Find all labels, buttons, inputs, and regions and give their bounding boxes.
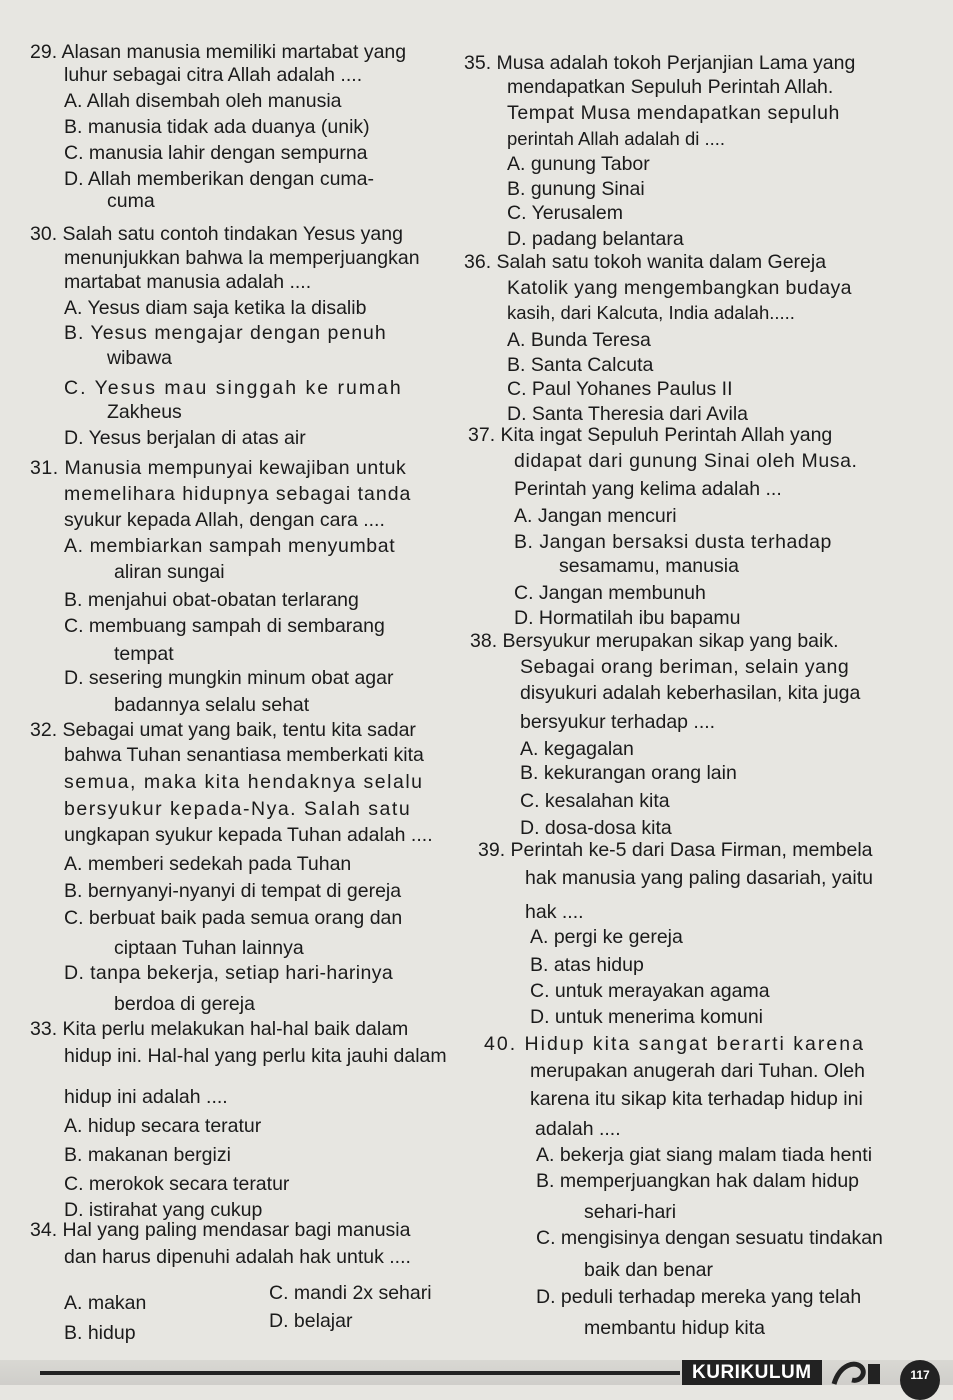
q33-option-b: B. makanan bergizi [64,1144,231,1166]
q33-option-d: D. istirahat yang cukup [64,1199,263,1221]
q35-option-c: C. Yerusalem [507,202,623,224]
q36-stem-line2: Katolik yang mengembangkan budaya [507,277,852,299]
q33-option-a: A. hidup secara teratur [64,1115,262,1137]
q38-stem-line4: bersyukur terhadap .... [520,711,716,733]
q31-option-a: A. membiarkan sampah menyumbat [64,535,396,557]
q40-stem-line3: karena itu sikap kita terhadap hidup ini [530,1088,863,1110]
q32-option-a: A. memberi sedekah pada Tuhan [64,853,352,875]
q31-option-b: B. menjahui obat-obatan terlarang [64,589,359,611]
q31-option-d: D. sesering mungkin minum obat agar [64,667,394,689]
q29-stem-line2: luhur sebagai citra Allah adalah .... [64,64,363,86]
q36-stem-line3: kasih, dari Kalcuta, India adalah..... [507,302,795,323]
q38-option-d: D. dosa-dosa kita [520,817,672,839]
q34-stem-line2: dan harus dipenuhi adalah hak untuk .... [64,1246,411,1268]
q29-option-d-cont: cuma [107,190,155,212]
q39-option-b: B. atas hidup [530,954,644,976]
q39-option-c: C. untuk merayakan agama [530,980,770,1002]
q39-option-a: A. pergi ke gereja [530,926,683,948]
q30-stem-line3: martabat manusia adalah .... [64,271,312,293]
q34-stem-line1: 34. Hal yang paling mendasar bagi manusia [30,1219,411,1241]
q36-option-b: B. Santa Calcuta [507,354,654,376]
q30-option-b-cont: wibawa [107,347,173,369]
q35-option-b: B. gunung Sinai [507,178,645,200]
q36-option-d: D. Santa Theresia dari Avila [507,403,748,425]
q31-option-c: C. membuang sampah di sembarang [64,615,385,637]
q32-stem-line3: semua, maka kita hendaknya selalu [64,771,424,793]
q31-stem-line3: syukur kepada Allah, dengan cara .... [64,509,385,531]
q35-stem-line4: perintah Allah adalah di .... [507,128,726,149]
q35-stem-line1: 35. Musa adalah tokoh Perjanjian Lama yang [464,52,856,74]
q34-option-b: B. hidup [64,1322,136,1344]
q29-option-c: C. manusia lahir dengan sempurna [64,142,368,164]
q38-option-b: B. kekurangan orang lain [520,762,737,784]
q33-stem-line1: 33. Kita perlu melakukan hal-hal baik dalam [30,1018,409,1040]
q39-stem-line1: 39. Perintah ke-5 dari Dasa Firman, membela [478,839,873,861]
q39-stem-line3: hak .... [525,901,584,923]
q34-option-a: A. makan [64,1292,147,1314]
q38-stem-line3: disyukuri adalah keberhasilan, kita juga [520,682,861,704]
q35-stem-line2: mendapatkan Sepuluh Perintah Allah. [507,76,834,98]
q39-option-d: D. untuk menerima komuni [530,1006,764,1028]
q30-stem-line2: menunjukkan bahwa la memperjuangkan [64,247,420,269]
q38-option-a: A. kegagalan [520,738,634,760]
q38-stem-line2: Sebagai orang beriman, selain yang [520,656,850,678]
page-number: 117 [900,1360,940,1400]
q29-option-a: A. Allah disembah oleh manusia [64,90,342,112]
q40-option-c: C. mengisinya dengan sesuatu tindakan [536,1227,883,1249]
q34-option-d: D. belajar [269,1310,353,1332]
q40-option-b: B. memperjuangkan hak dalam hidup [536,1170,860,1192]
q36-stem-line1: 36. Salah satu tokoh wanita dalam Gereja [464,251,827,273]
q31-option-a-cont: aliran sungai [114,561,225,583]
q30-option-a: A. Yesus diam saja ketika la disalib [64,297,367,319]
q38-stem-line1: 38. Bersyukur merupakan sikap yang baik. [470,630,839,652]
q40-stem-line4: adalah .... [535,1118,621,1140]
q30-stem-line1: 30. Salah satu contoh tindakan Yesus yang [30,223,403,245]
q32-option-d-cont: berdoa di gereja [114,993,255,1015]
q30-option-d: D. Yesus berjalan di atas air [64,427,306,449]
q31-option-d-cont: badannya selalu sehat [114,694,310,716]
q35-option-d: D. padang belantara [507,228,684,250]
q35-option-a: A. gunung Tabor [507,153,650,175]
q30-option-c-cont: Zakheus [107,401,182,423]
q37-stem-line1: 37. Kita ingat Sepuluh Perintah Allah yang [468,424,833,446]
q32-stem-line1: 32. Sebagai umat yang baik, tentu kita sadar [30,719,416,741]
q32-stem-line5: ungkapan syukur kepada Tuhan adalah .... [64,824,433,846]
q31-stem-line1: 31. Manusia mempunyai kewajiban untuk [30,457,407,479]
q40-stem-line2: merupakan anugerah dari Tuhan. Oleh [530,1060,865,1082]
q32-option-b: B. bernyanyi-nyanyi di tempat di gereja [64,880,402,902]
q40-option-c-cont: baik dan benar [584,1259,714,1281]
q33-stem-line3: hidup ini adalah .... [64,1086,228,1108]
q37-option-d: D. Hormatilah ibu bapamu [514,607,741,629]
q37-stem-line3: Perintah yang kelima adalah ... [514,478,782,500]
q40-stem-line1: 40. Hidup kita sangat berarti karena [484,1033,865,1055]
q40-option-d-cont: membantu hidup kita [584,1317,766,1339]
q29-option-b: B. manusia tidak ada duanya (unik) [64,116,370,138]
q40-option-a: A. bekerja giat siang malam tiada henti [536,1144,873,1166]
q37-option-c: C. Jangan membunuh [514,582,706,604]
q37-option-b: B. Jangan bersaksi dusta terhadap [514,531,832,553]
q33-option-c: C. merokok secara teratur [64,1173,290,1195]
q29-stem-line1: 29. Alasan manusia memiliki martabat yang [30,41,407,63]
q37-option-b-cont: sesamamu, manusia [559,555,739,577]
footer-curriculum-label: KURIKULUM [682,1360,822,1385]
q32-option-d: D. tanpa bekerja, setiap hari-harinya [64,962,394,984]
q34-option-c: C. mandi 2x sehari [269,1282,432,1304]
q30-option-b: B. Yesus mengajar dengan penuh [64,322,387,344]
q32-option-c-cont: ciptaan Tuhan lainnya [114,937,304,959]
q32-option-c: C. berbuat baik pada semua orang dan [64,907,403,929]
q30-option-c: C. Yesus mau singgah ke rumah [64,377,403,399]
q36-option-a: A. Bunda Teresa [507,329,651,351]
q37-stem-line2: didapat dari gunung Sinai oleh Musa. [514,450,858,472]
q31-stem-line2: memelihara hidupnya sebagai tanda [64,483,412,505]
q36-option-c: C. Paul Yohanes Paulus II [507,378,733,400]
q31-option-c-cont: tempat [114,643,174,665]
q35-stem-line3: Tempat Musa mendapatkan sepuluh [507,102,840,124]
q37-option-a: A. Jangan mencuri [514,505,677,527]
q40-option-d: D. peduli terhadap mereka yang telah [536,1286,862,1308]
footer-rule [40,1371,680,1375]
q32-stem-line2: bahwa Tuhan senantiasa memberkati kita [64,744,424,766]
q39-stem-line2: hak manusia yang paling dasariah, yaitu [525,867,873,889]
footer-swoosh-icon [830,1358,880,1386]
q32-stem-line4: bersyukur kepada-Nya. Salah satu [64,798,412,820]
q38-option-c: C. kesalahan kita [520,790,670,812]
q29-option-d: D. Allah memberikan dengan cuma- [64,168,374,190]
q33-stem-line2: hidup ini. Hal-hal yang perlu kita jauhi dalam [64,1045,447,1067]
q40-option-b-cont: sehari-hari [584,1201,677,1223]
